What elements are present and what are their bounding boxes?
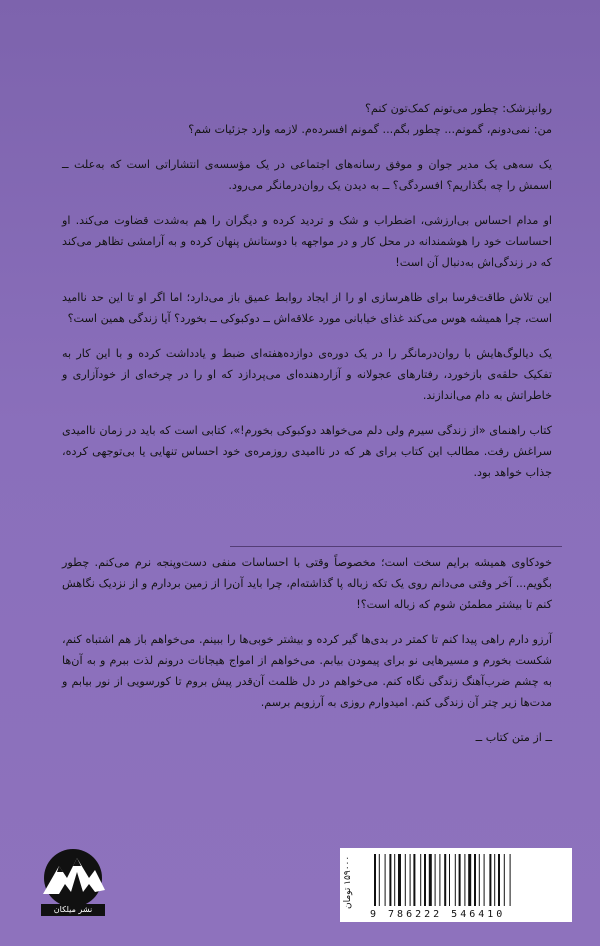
blurb-paragraph: یک سه‌هی یک مدیر جوان و موفق رسانه‌های اجتماعی در یک مؤسسه‌ی انتشاراتی است که به‌علت ــ اسمش را چه بگذاریم؟ افسردگی؟ ــ به دیدن یک روان‌درمانگر می‌رود. [62,158,552,192]
barcode-bar [413,854,415,906]
excerpt-paragraph: آرزو دارم راهی پیدا کنم تا کمتر در بدی‌ها گیر کرده و بیشتر خوبی‌ها را ببینم. می‌خواهم باز هم اشتباه کنم، شکست بخورم و مسیرهایی نو برای پیمودن بیابم. می‌خواهم از امواج هیجانات درونم لذت ببرم و به آن‌ها به چشم ضرب‌آهنگ زندگی نگاه کنم. می‌خواهم در دل ظلمت آن‌قدر پیش بروم تا کورسویی از نور بیابم و مدت‌ها زیر چتر آن زندگی کنم. امیدوارم روزی به آرزویم برسم. [62,633,552,709]
barcode-bar [420,854,421,906]
barcode-bar [439,854,440,906]
publisher-logo [28,848,118,920]
barcode-bar [449,854,450,906]
barcode [340,848,572,922]
barcode-bar [394,854,395,906]
barcode-bar [444,854,446,906]
barcode-bar [494,854,495,906]
barcode-bar [504,854,505,906]
price-label: ۱۵۹۰۰۰ تومان [343,856,353,910]
barcode-bar [424,854,426,906]
blurb-section [62,98,552,497]
barcode-bar [474,854,476,906]
dialogue-line: من: نمی‌دونم، گمونم... چطور بگم... گمونم افسرده‌م. لازمه وارد جزئیات شم؟ [188,123,552,136]
excerpt-section [62,552,552,748]
barcode-bar [429,854,432,906]
barcode-bar [374,854,376,906]
dialogue-line: روانپزشک: چطور می‌تونم کمک‌تون کنم؟ [364,102,552,115]
barcode-bar [468,854,471,906]
barcode-bar [464,854,465,906]
barcode-bar [479,854,480,906]
barcode-bar [389,854,391,906]
barcode-bar [410,854,411,906]
barcode-bar [455,854,456,906]
blurb-paragraph: کتاب راهنمای «از زندگی سیرم ولی دلم می‌خواهد دوکبوکی بخورم!»، کتابی است که باید در زمان ناامیدی سراغش رفت. مطالب این کتاب برای هر که در ناامیدی روزمره‌ی خود احساس تنهایی یا بی‌توجهی کرده، جذاب خواهد بود. [62,424,552,479]
isbn-number: 9 786222 546410 [370,909,506,920]
mountain-logo-icon [33,848,113,908]
blurb-paragraph: یک دیالوگ‌هایش با روان‌درمانگر را در یک دوره‌ی دوازده‌هفته‌ای ضبط و یادداشت کرده و با این کار به تفکیک حلقه‌ی بازخورد، رفتارهای عجولانه و آزاردهنده‌ای می‌پردازد که او را در چرخه‌ای از خودآزاری و خاطراتش به دام می‌اندازند. [62,347,552,402]
blurb-paragraph: او مدام احساس بی‌ارزشی، اضطراب و شک و تردید کرده و دیگران را هم به‌شدت قضاوت می‌کند. او احساسات خود را هوشمندانه در محل کار و در مواجهه با دوستانش پنهان کرده و به آرامشی تظاهر می‌کند که در زندگی‌اش به‌دنبال آن است! [62,214,552,269]
excerpt-attribution: ــ از متن کتاب ــ [475,731,552,744]
barcode-bar [484,854,485,906]
barcode-bar [435,854,436,906]
blurb-paragraph: این تلاش طاقت‌فرسا برای ظاهرسازی او را از ایجاد روابط عمیق باز می‌دارد؛ اما اگر او تا این حد ناامید است، چرا همیشه هوس می‌کند غذای خیابانی مورد علاقه‌اش ــ دوکبوکی ــ بخورد؟ آیا زندگی همین است؟ [62,291,552,325]
barcode-bar [498,854,500,906]
barcode-bar [405,854,406,906]
publisher-name: نشر میلکان [41,904,105,916]
barcode-bar [379,854,380,906]
barcode-bar [510,854,511,906]
barcode-bar [459,854,461,906]
barcode-bar [385,854,386,906]
excerpt-paragraph: خودکاوی همیشه برایم سخت است؛ مخصوصاً وقتی با احساسات منفی دست‌وپنجه نرم می‌کنم. چطور بگویم... آخر وقتی می‌دانم روی یک تکه زباله پا گذاشته‌ام، چرا باید آن‌را از زمین بردارم و از نزدیک نگاهش کنم تا بیشتر مطمئن شوم که زباله است؟! [62,556,552,611]
barcode-bar [489,854,491,906]
section-divider [230,546,562,547]
barcode-bar [398,854,401,906]
